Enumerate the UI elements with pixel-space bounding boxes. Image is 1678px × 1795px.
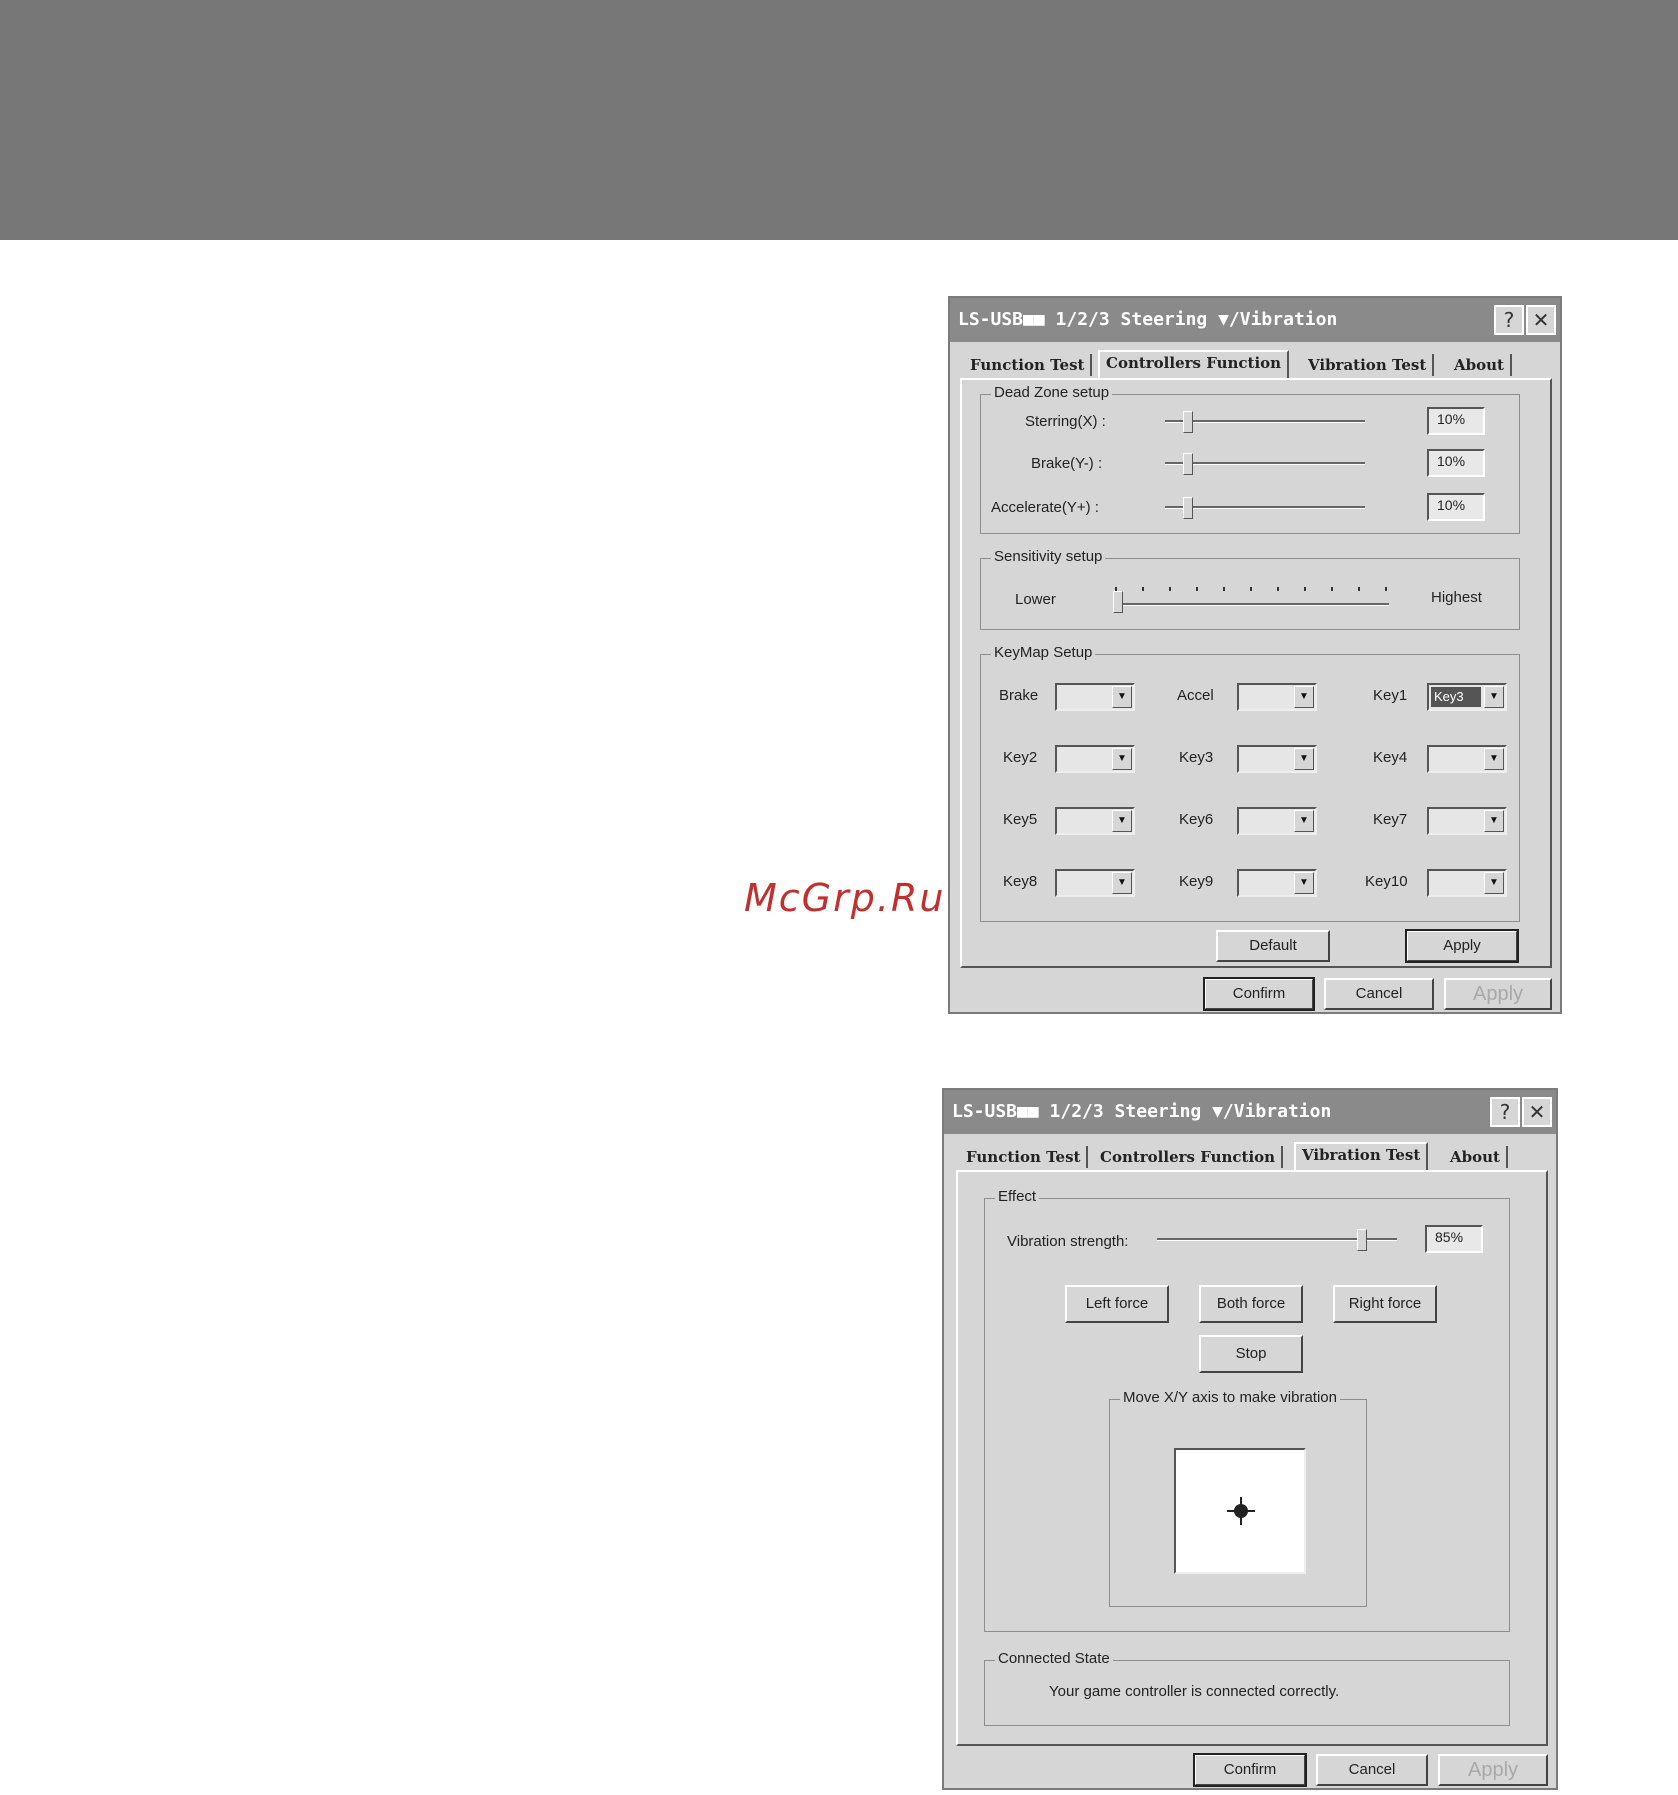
keymap-combo-key6[interactable] xyxy=(1237,807,1317,835)
keymap-combo-accel[interactable] xyxy=(1237,683,1317,711)
keymap-combo-key10[interactable] xyxy=(1427,869,1507,897)
effect-title: Effect xyxy=(995,1188,1039,1205)
tab-panel xyxy=(956,1170,1548,1746)
keymap-group xyxy=(980,644,1520,922)
title-bar[interactable] xyxy=(950,298,1560,342)
chevron-down-icon[interactable]: ▼ xyxy=(1484,872,1504,894)
keymap-label: Key6 xyxy=(1179,811,1214,828)
apply-button[interactable]: Apply xyxy=(1444,978,1552,1010)
keymap-label: Key4 xyxy=(1373,749,1408,766)
deadzone-label-accelerate: Accelerate(Y+) : xyxy=(991,499,1099,516)
combo-value xyxy=(1059,873,1109,893)
xy-axis-title: Move X/Y axis to make vibration xyxy=(1120,1389,1340,1406)
sensitivity-high-label: Highest xyxy=(1431,589,1482,606)
sensitivity-low-label: Lower xyxy=(1015,591,1056,608)
chevron-down-icon[interactable]: ▼ xyxy=(1484,748,1504,770)
combo-value xyxy=(1241,749,1291,769)
tab-controllers-function[interactable]: Controllers Function xyxy=(1098,350,1289,380)
tab-panel xyxy=(960,378,1552,968)
combo-value xyxy=(1241,811,1291,831)
keymap-label: Key3 xyxy=(1179,749,1214,766)
combo-value xyxy=(1059,749,1109,769)
sensitivity-group xyxy=(980,548,1520,630)
close-icon[interactable]: ✕ xyxy=(1522,1097,1552,1127)
deadzone-slider-brake[interactable] xyxy=(1165,453,1365,475)
deadzone-title: Dead Zone setup xyxy=(991,384,1112,401)
combo-value xyxy=(1431,749,1481,769)
keymap-combo-key5[interactable] xyxy=(1055,807,1135,835)
cancel-button[interactable]: Cancel xyxy=(1324,978,1434,1010)
sensitivity-tick xyxy=(1385,587,1387,591)
connected-state-message: Your game controller is connected correctly. xyxy=(1049,1683,1340,1700)
chevron-down-icon[interactable]: ▼ xyxy=(1112,872,1132,894)
deadzone-slider-steering[interactable] xyxy=(1165,411,1365,433)
connected-state-title: Connected State xyxy=(995,1650,1113,1667)
keymap-combo-key1[interactable] xyxy=(1427,683,1507,711)
keymap-label: Key10 xyxy=(1365,873,1408,890)
chevron-down-icon[interactable]: ▼ xyxy=(1294,686,1314,708)
keymap-combo-brake[interactable] xyxy=(1055,683,1135,711)
slider-thumb[interactable] xyxy=(1183,453,1193,475)
sensitivity-slider[interactable] xyxy=(1115,589,1389,611)
sensitivity-tick xyxy=(1223,587,1225,591)
window-title: LS-USB■■ 1/2/3 Steering ▼/Vibration xyxy=(952,1101,1332,1122)
keymap-combo-key9[interactable] xyxy=(1237,869,1317,897)
sensitivity-tick xyxy=(1331,587,1333,591)
combo-value xyxy=(1241,873,1291,893)
apply-button[interactable]: Apply xyxy=(1438,1754,1548,1786)
vibration-strength-slider[interactable] xyxy=(1157,1229,1397,1251)
sensitivity-tick xyxy=(1250,587,1252,591)
slider-thumb[interactable] xyxy=(1183,411,1193,433)
tab-function-test[interactable]: Function Test xyxy=(964,354,1092,376)
effect-group xyxy=(984,1188,1510,1632)
left-force-button[interactable]: Left force xyxy=(1065,1285,1169,1323)
tab-function-test[interactable]: Function Test xyxy=(960,1146,1088,1168)
close-icon[interactable]: ✕ xyxy=(1526,305,1556,335)
dialog-controllers-function xyxy=(948,296,1562,1014)
chevron-down-icon[interactable]: ▼ xyxy=(1294,748,1314,770)
keymap-label: Accel xyxy=(1177,687,1214,704)
sensitivity-tick xyxy=(1277,587,1279,591)
deadzone-slider-accelerate[interactable] xyxy=(1165,497,1365,519)
keymap-label: Key2 xyxy=(1003,749,1038,766)
tab-vibration-test[interactable]: Vibration Test xyxy=(1294,1142,1428,1172)
chevron-down-icon[interactable]: ▼ xyxy=(1294,872,1314,894)
cancel-button[interactable]: Cancel xyxy=(1316,1754,1428,1786)
right-force-button[interactable]: Right force xyxy=(1333,1285,1437,1323)
chevron-down-icon[interactable]: ▼ xyxy=(1112,686,1132,708)
keymap-combo-key8[interactable] xyxy=(1055,869,1135,897)
stop-button[interactable]: Stop xyxy=(1199,1335,1303,1373)
slider-track xyxy=(1165,462,1365,465)
xy-axis-pad[interactable] xyxy=(1174,1448,1306,1574)
confirm-button[interactable]: Confirm xyxy=(1194,1754,1306,1786)
chevron-down-icon[interactable]: ▼ xyxy=(1112,810,1132,832)
deadzone-value-steering[interactable]: 10% xyxy=(1427,407,1485,435)
sensitivity-tick xyxy=(1358,587,1360,591)
deadzone-label-brake: Brake(Y-) : xyxy=(1031,455,1103,472)
keymap-label: Brake xyxy=(999,687,1039,704)
slider-thumb[interactable] xyxy=(1113,591,1123,613)
deadzone-label-steering: Sterring(X) : xyxy=(1025,413,1106,430)
keymap-combo-key4[interactable] xyxy=(1427,745,1507,773)
connected-state-group xyxy=(984,1650,1510,1726)
tab-about[interactable]: About xyxy=(1444,1146,1508,1168)
deadzone-value-accelerate[interactable]: 10% xyxy=(1427,493,1485,521)
keymap-label: Key9 xyxy=(1179,873,1214,890)
keymap-combo-key7[interactable] xyxy=(1427,807,1507,835)
xy-axis-group xyxy=(1109,1389,1367,1607)
deadzone-group xyxy=(980,384,1520,534)
keymap-title: KeyMap Setup xyxy=(991,644,1095,661)
vibration-strength-label: Vibration strength: xyxy=(1007,1233,1129,1250)
help-icon[interactable]: ? xyxy=(1494,305,1524,335)
keymap-label: Key5 xyxy=(1003,811,1038,828)
deadzone-value-brake[interactable]: 10% xyxy=(1427,449,1485,477)
sensitivity-tick xyxy=(1196,587,1198,591)
window-title: LS-USB■■ 1/2/3 Steering ▼/Vibration xyxy=(958,309,1338,330)
tab-about[interactable]: About xyxy=(1448,354,1512,376)
combo-value xyxy=(1059,811,1109,831)
help-icon[interactable]: ? xyxy=(1490,1097,1520,1127)
combo-value xyxy=(1431,811,1481,831)
combo-value xyxy=(1059,687,1109,707)
slider-thumb[interactable] xyxy=(1357,1229,1367,1251)
chevron-down-icon[interactable]: ▼ xyxy=(1484,810,1504,832)
confirm-button[interactable]: Confirm xyxy=(1204,978,1314,1010)
header-band xyxy=(0,0,1678,240)
keymap-label: Key8 xyxy=(1003,873,1038,890)
vibration-strength-value[interactable]: 85% xyxy=(1425,1225,1483,1253)
sensitivity-tick xyxy=(1115,587,1117,591)
slider-track xyxy=(1165,420,1365,423)
crosshair-icon xyxy=(1226,1496,1256,1526)
apply-keymap-button[interactable]: Apply xyxy=(1406,930,1518,962)
default-button[interactable]: Default xyxy=(1216,930,1330,962)
combo-value xyxy=(1241,687,1291,707)
dialog-vibration-test xyxy=(942,1088,1558,1790)
keymap-combo-key2[interactable] xyxy=(1055,745,1135,773)
watermark-text: McGrp.Ru xyxy=(744,876,946,920)
sensitivity-tick xyxy=(1142,587,1144,591)
slider-track xyxy=(1165,506,1365,509)
chevron-down-icon[interactable]: ▼ xyxy=(1294,810,1314,832)
combo-value: Key3 xyxy=(1431,687,1481,707)
tab-vibration-test[interactable]: Vibration Test xyxy=(1302,354,1434,376)
keymap-combo-key3[interactable] xyxy=(1237,745,1317,773)
slider-thumb[interactable] xyxy=(1183,497,1193,519)
slider-track xyxy=(1115,603,1389,606)
title-bar[interactable] xyxy=(944,1090,1556,1134)
combo-value xyxy=(1431,873,1481,893)
sensitivity-tick xyxy=(1304,587,1306,591)
tab-controllers-function[interactable]: Controllers Function xyxy=(1094,1146,1283,1168)
chevron-down-icon[interactable]: ▼ xyxy=(1112,748,1132,770)
keymap-label: Key1 xyxy=(1373,687,1408,704)
sensitivity-tick xyxy=(1169,587,1171,591)
chevron-down-icon[interactable]: ▼ xyxy=(1484,686,1504,708)
keymap-label: Key7 xyxy=(1373,811,1408,828)
both-force-button[interactable]: Both force xyxy=(1199,1285,1303,1323)
sensitivity-title: Sensitivity setup xyxy=(991,548,1105,565)
